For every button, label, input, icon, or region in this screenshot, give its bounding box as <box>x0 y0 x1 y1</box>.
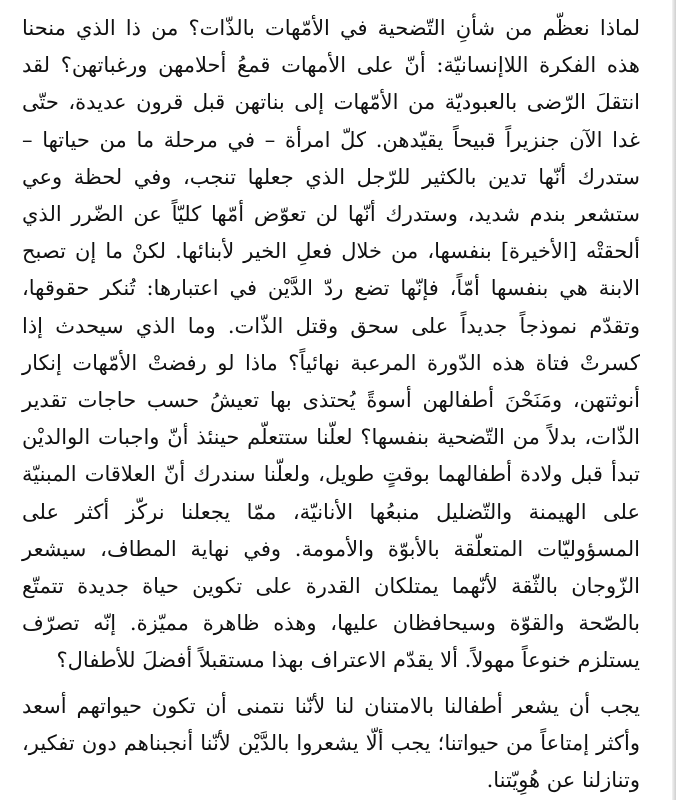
body-text <box>22 10 640 799</box>
paragraph-2: يجب أن يشعر أطفالنا بالامتنان لنا لأنّنا نتمنى أن تكون حيواتهم أسعد وأكثر إمتاعاً من حيواتنا؛ يجب ألّا يشعروا بالدَّيْن لأنّنا أنجبناهم دون تفكير، وتنازلنا عن هُوِيّتنا. <box>22 693 640 793</box>
page-edge-shadow <box>672 0 676 800</box>
paragraph-1: لماذا نعظّم من شأنِ التّضحية في الأمّهات بالذّات؟ من ذا الذي منحنا هذه الفكرة اللاإنسانيّة: أنّ على الأمهات قمعُ أحلامهن ورغباتهن؟ لقد انتقلَ الرّضى بالعبوديّة من الأمّهات إلى بناتهن قبل قرون عديدة، حتّى غدا الآن جنزيراً قبيحاً يقيّدهن. كلّ امرأة – في مرحلة ما من حياتها – ستدرك أنّها تدين بالكثير للرّجل الذي جعلها تنجب، وفي لحظة وعي ستشعر بندم شديد، وستدرك أنّها لن تعوّض أمّها كليّاً عن الضّرر الذي ألحقتْه [الأخيرة] بنفسها، من خلال فعلِ الخير لأبنائها. لكنْ ما إن تصبح الابنة هي بنفسها أمّاً، فإنّها تضع ردّ الدَّيْن في اعتبارها: تُنكر حقوقها، وتقدّم نموذجاً جديداً على سحق وقتل الذّات. وما الذي سيحدث إذا كسرتْ فتاة هذه الدّورة المرعبة نهائياً؟ ماذا لو رفضتْ الأمّهات إنكار أنوثتهن، ومَنَحْنَ أطفالهن أسوةً يُحتذى بها تعيشُ حسب حاجات تقدير الذّات، بدلاً من التّضحية بنفسها؟ لعلّنا ستتعلّم حينئذ أنّ واجبات الوالديْن تبدأ قبل ولادة أطفالهما بوقتٍ طويل، ولعلّنا سندرك أنّ العلاقات المبنيّة على الهيمنة والتّضليل منبعُها الأنانيّة، ممّا يجعلنا نركّز أكثر على المسؤوليّات المتعلّقة بالأبوّة والأمومة. وفي نهاية المطاف، سيشعر الزّوجان بالثّقة لأنّهما يمتلكان القدرة على تكوين حياة جديدة تتمتّع بالصّحة والقوّة وسيحافظان عليها، وهذه ظاهرة مميّزة. إنّه تصرّف يستلزم خنوعاً مهولاً. ألا يقدّم الاعتراف بهذا مستقبلاً أفضلَ للأطفال؟ <box>22 16 640 673</box>
